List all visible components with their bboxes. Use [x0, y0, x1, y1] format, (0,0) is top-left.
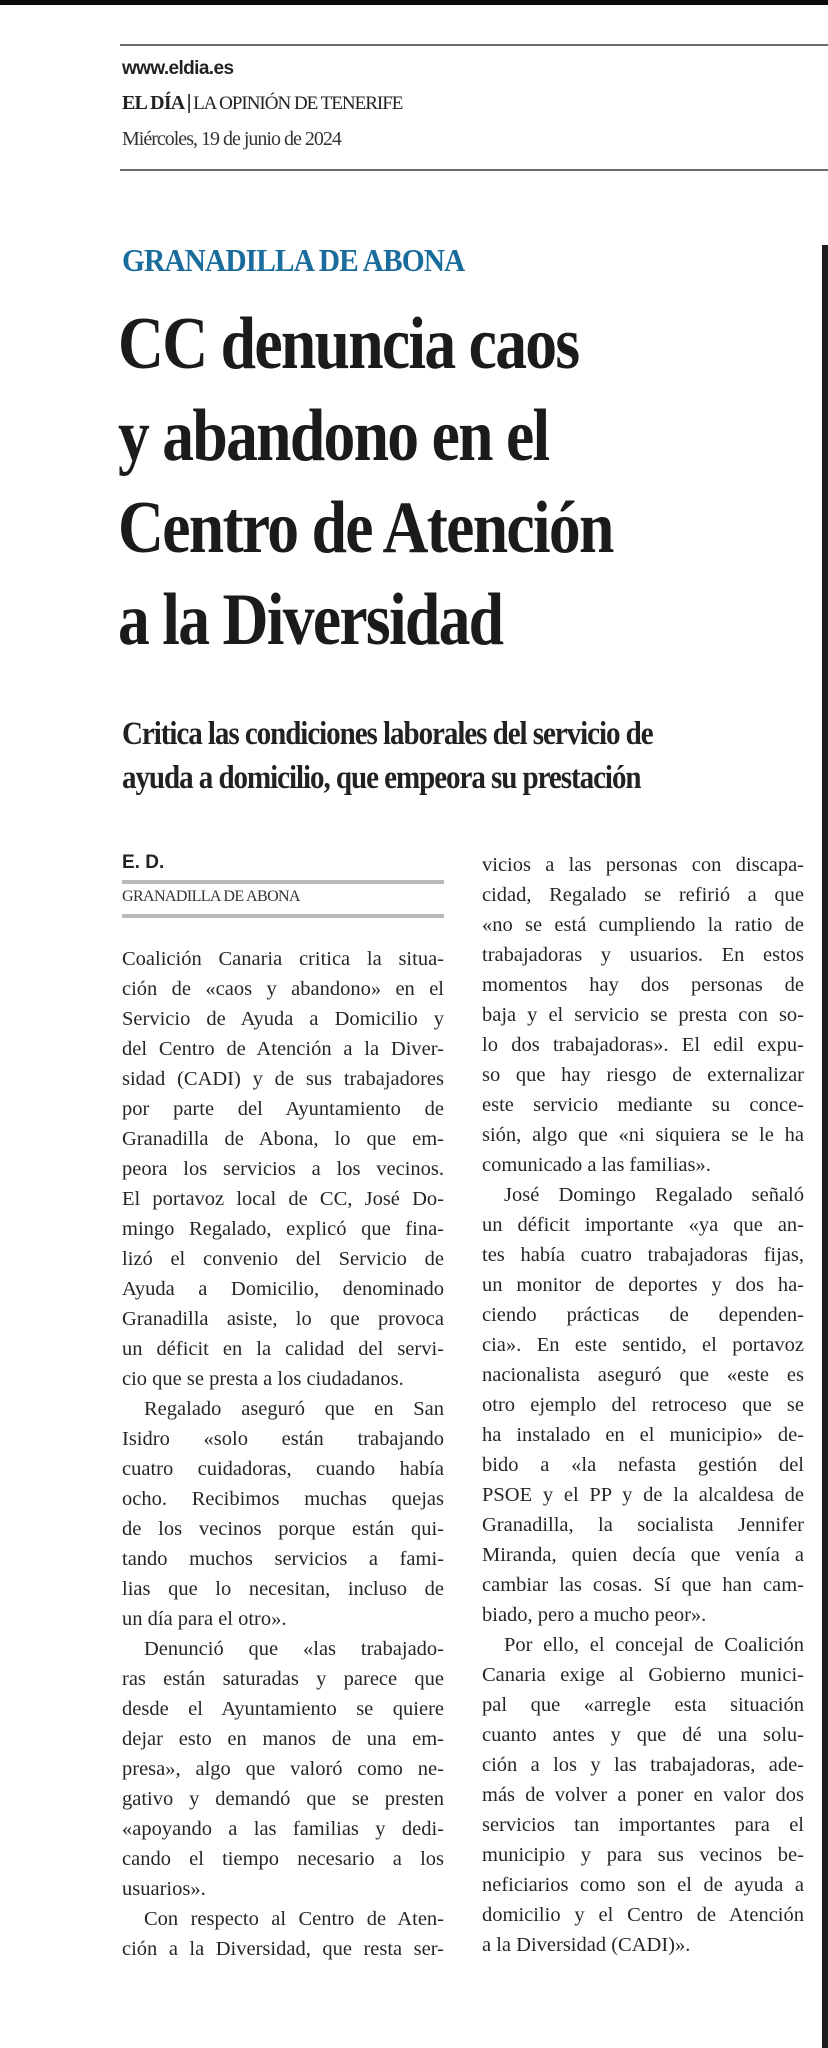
body-text-line: Ayuda a Domicilio, denominado — [122, 1278, 444, 1300]
body-text-line: «apoyando a las familias y dedi- — [122, 1818, 444, 1840]
body-text-line: tes había cuatro trabajadoras fijas, — [482, 1244, 804, 1266]
body-text-line: sidad (CADI) y de sus trabajadores — [122, 1068, 444, 1090]
body-text-line: comunicado a las familias». — [482, 1154, 711, 1176]
body-text-line: peora los servicios a los vecinos. — [122, 1158, 444, 1180]
header-top-rule — [120, 44, 828, 46]
body-text-line: municipio y para sus vecinos be- — [482, 1844, 804, 1866]
body-text-line: cuanto antes y que dé una solu- — [482, 1724, 804, 1746]
body-text-line: lo dos trabajadoras». El edil expu- — [482, 1034, 804, 1056]
body-text-line: domicilio y el Centro de Atención — [482, 1904, 804, 1926]
body-text-line: dejar esto en manos de una em- — [122, 1728, 444, 1750]
body-text-line: pal que «arregle esta situación — [482, 1694, 804, 1716]
body-text-line: presa», algo que valoró como ne- — [122, 1758, 444, 1780]
subheadline-line: ayuda a domicilio, que empeora su prestación — [122, 760, 641, 796]
body-text-line: Coalición Canaria critica la situa- — [122, 948, 444, 970]
body-text-line: biado, pero a mucho peor». — [482, 1604, 707, 1626]
body-text-line: Servicio de Ayuda a Domicilio y — [122, 1008, 444, 1030]
byline: E. D. — [122, 852, 165, 873]
dateline-location: GRANADILLA DE ABONA — [122, 888, 300, 905]
body-text-line: ocho. Recibimos muchas quejas — [122, 1488, 444, 1510]
body-text-line: ha instalado en el municipio» de- — [482, 1424, 804, 1446]
masthead-separator: | — [186, 92, 192, 114]
masthead — [122, 92, 402, 115]
body-text-line: un día para el otro». — [122, 1608, 287, 1630]
body-text-line: ciendo prácticas de dependen- — [482, 1304, 804, 1326]
site-url: www.eldia.es — [122, 58, 234, 79]
body-text-line: José Domingo Regalado señaló — [504, 1184, 804, 1206]
body-text-line: ras están saturadas y parece que — [122, 1668, 444, 1690]
body-text-line: so que hay riesgo de externalizar — [482, 1064, 804, 1086]
body-text-line: El portavoz local de CC, José Do- — [122, 1188, 444, 1210]
body-text-line: baja y el servicio se presta con so- — [482, 1004, 804, 1026]
body-text-line: vicios a las personas con discapa- — [482, 854, 804, 876]
body-text-line: ción de «caos y abandono» en el — [122, 978, 444, 1000]
publication-date: Miércoles, 19 de junio de 2024 — [122, 128, 341, 150]
body-text-line: Regalado aseguró que en San — [144, 1398, 444, 1420]
body-text-line: usuarios». — [122, 1878, 206, 1900]
body-text-line: bido a «la nefasta gestión del — [482, 1454, 804, 1476]
body-text-line: a la Diversidad (CADI)». — [482, 1934, 691, 1956]
body-text-line: PSOE y el PP y de la alcaldesa de — [482, 1484, 804, 1506]
body-text-line: Granadilla asiste, lo que provoca — [122, 1308, 444, 1330]
top-border-bar — [0, 0, 828, 5]
body-text-line: de los vecinos porque están qui- — [122, 1518, 444, 1540]
subheadline — [122, 712, 812, 800]
body-column-left — [122, 944, 444, 1964]
body-text-line: ción a los y las trabajadoras, ade- — [482, 1754, 804, 1776]
byline-rule — [122, 880, 444, 884]
body-text-line: neficiarios como son el de ayuda a — [482, 1874, 804, 1896]
body-text-line: gativo y demandó que se presten — [122, 1788, 444, 1810]
masthead-brand: EL DÍA — [122, 92, 185, 114]
section-label: GRANADILLA DE ABONA — [122, 242, 465, 278]
body-text-line: ción a la Diversidad, que resta ser- — [122, 1938, 444, 1960]
body-text-line: más de volver a poner en valor dos — [482, 1784, 804, 1806]
body-text-line: tando muchos servicios a fami- — [122, 1548, 444, 1570]
body-text-line: Isidro «solo están trabajando — [122, 1428, 444, 1450]
body-text-line: Denunció que «las trabajado- — [144, 1638, 444, 1660]
body-text-line: «no se está cumpliendo la ratio de — [482, 914, 804, 936]
headline-line: y abandono en el — [118, 395, 549, 477]
body-text-line: cambiar las cosas. Sí que han cam- — [482, 1574, 804, 1596]
body-text-line: cuatro cuidadoras, cuando había — [122, 1458, 444, 1480]
body-text-line: un monitor de deportes y dos ha- — [482, 1274, 804, 1296]
body-text-line: lias que lo necesitan, incluso de — [122, 1578, 444, 1600]
body-text-line: cidad, Regalado se refirió a que — [482, 884, 804, 906]
header-bottom-rule — [120, 169, 828, 171]
body-text-line: cio que se presta a los ciudadanos. — [122, 1368, 404, 1390]
body-text-line: cia». En este sentido, el portavoz — [482, 1334, 804, 1356]
body-column-right — [482, 850, 804, 1960]
body-text-line: Granadilla, la socialista Jennifer — [482, 1514, 804, 1536]
body-text-line: servicios tan importantes para el — [482, 1814, 804, 1836]
body-text-line: lizó el convenio del Servicio de — [122, 1248, 444, 1270]
headline-line: Centro de Atención — [118, 487, 613, 569]
location-rule — [122, 914, 444, 918]
page-edge-bar — [822, 245, 828, 2048]
body-text-line: Con respecto al Centro de Aten- — [144, 1908, 444, 1930]
body-text-line: un déficit importante «ya que an- — [482, 1214, 804, 1236]
body-text-line: un déficit en la calidad del servi- — [122, 1338, 444, 1360]
body-text-line: Miranda, quien decía que venía a — [482, 1544, 804, 1566]
headline — [118, 298, 808, 666]
subheadline-line: Critica las condiciones laborales del servicio de — [122, 716, 653, 752]
headline-line: CC denuncia caos — [118, 303, 579, 385]
body-text-line: sión, algo que «ni siquiera se le ha — [482, 1124, 804, 1146]
body-text-line: este servicio mediante su conce- — [482, 1094, 804, 1116]
body-text-line: por parte del Ayuntamiento de — [122, 1098, 444, 1120]
masthead-subtitle: LA OPINIÓN DE TENERIFE — [193, 93, 403, 114]
body-text-line: nacionalista aseguró que «este es — [482, 1364, 804, 1386]
body-text-line: Canaria exige al Gobierno munici- — [482, 1664, 804, 1686]
body-text-line: momentos hay dos personas de — [482, 974, 804, 996]
body-text-line: del Centro de Atención a la Diver- — [122, 1038, 444, 1060]
body-text-line: Por ello, el concejal de Coalición — [504, 1634, 804, 1656]
body-text-line: Granadilla de Abona, lo que em- — [122, 1128, 444, 1150]
body-text-line: cando el tiempo necesario a los — [122, 1848, 444, 1870]
headline-line: a la Diversidad — [118, 579, 503, 661]
body-text-line: mingo Regalado, explicó que fina- — [122, 1218, 444, 1240]
body-text-line: otro ejemplo del retroceso que se — [482, 1394, 804, 1416]
body-text-line: desde el Ayuntamiento se quiere — [122, 1698, 444, 1720]
body-text-line: trabajadoras y usuarios. En estos — [482, 944, 804, 966]
